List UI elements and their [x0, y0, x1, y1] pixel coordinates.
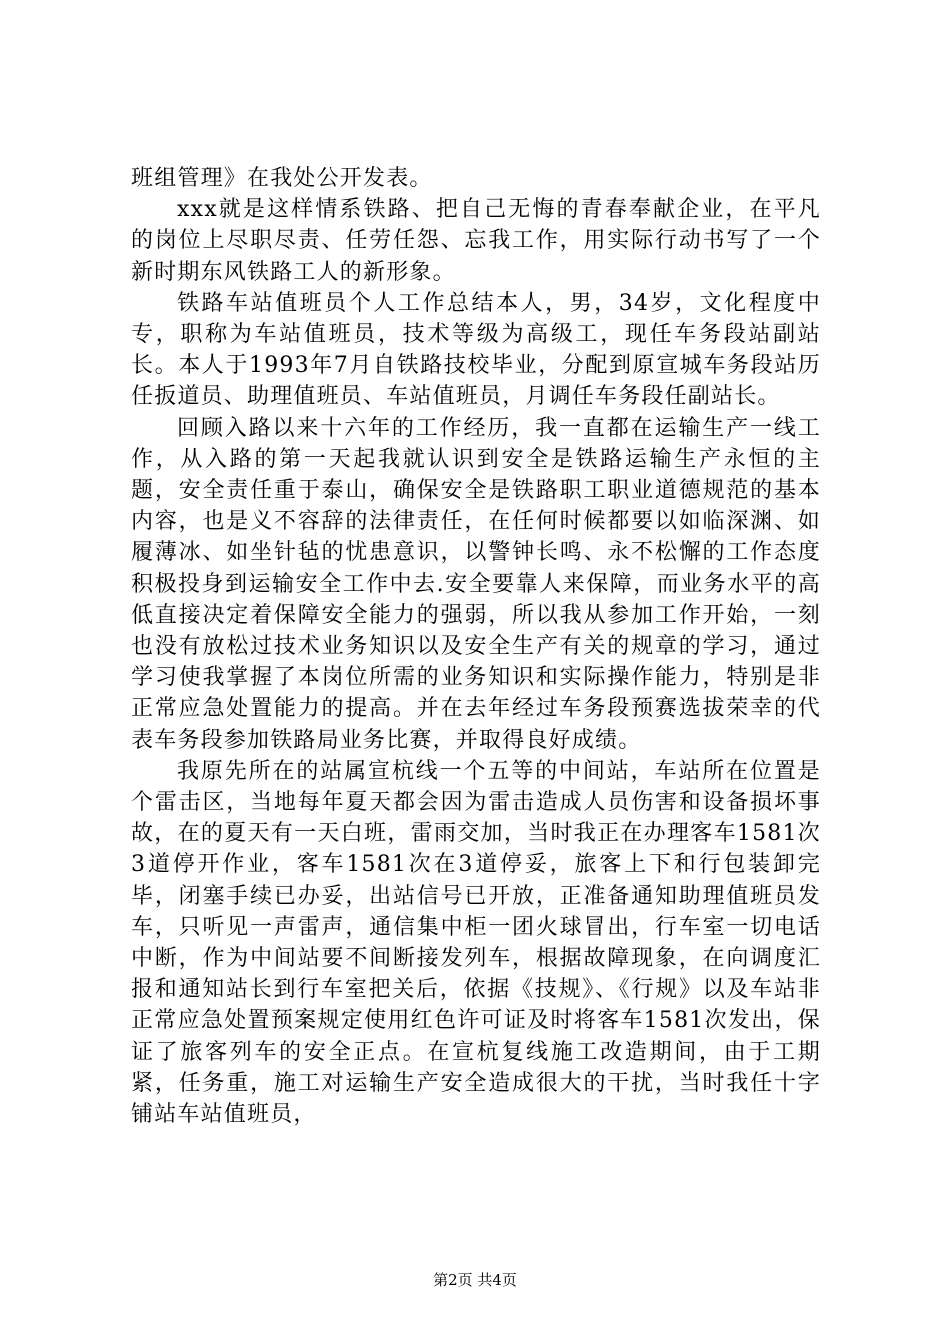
- paragraph: 我原先所在的站属宣杭线一个五等的中间站，车站所在位置是个雷击区，当地每年夏天都会因为雷击造成人员伤害和设备损坏事故，在的夏天有一天白班，雷雨交加，当时我正在办理客车1581次3道停开作业，客车1581次在3道停妥，旅客上下和行包装卸完毕，闭塞手续已办妥，出站信号已开放，正准备通知助理值班员发车，只听见一声雷声，通信集中柜一团火球冒出，行车室一切电话中断，作为中间站要不间断接发列车，根据故障现象，在向调度汇报和通知站长到行车室把关后，依据《技规》、《行规》以及车站非正常应急处置预案规定使用红色许可证及时将客车1581次发出，保证了旅客列车的安全正点。在宣杭复线施工改造期间，由于工期紧，任务重，施工对运输生产安全造成很大的干扰，当时我任十字铺站车站值班员，: [131, 758, 821, 1128]
- paragraph: 铁路车站值班员个人工作总结本人，男，34岁，文化程度中专，职称为车站值班员，技术等级为高级工，现任车务段站副站长。本人于1993年7月自铁路技校毕业，分配到原宣城车务段站历任扳道员、助理值班员、车站值班员，月调任车务段任副站长。: [131, 290, 821, 410]
- paragraph: xxx就是这样情系铁路、把自己无悔的青春奉献企业，在平凡的岗位上尽职尽责、任劳任怨、忘我工作，用实际行动书写了一个新时期东风铁路工人的新形象。: [131, 197, 821, 285]
- paragraph: 回顾入路以来十六年的工作经历，我一直都在运输生产一线工作，从入路的第一天起我就认识到安全是铁路运输生产永恒的主题，安全责任重于泰山，确保安全是铁路职工职业道德规范的基本内容，也是义不容辞的法律责任，在任何时候都要以如临深渊、如履薄冰、如坐针毡的忧患意识，以警钟长鸣、永不松懈的工作态度积极投身到运输安全工作中去.安全要靠人来保障，而业务水平的高低直接决定着保障安全能力的强弱，所以我从参加工作开始，一刻也没有放松过技术业务知识以及安全生产有关的规章的学习，通过学习使我掌握了本岗位所需的业务知识和实际操作能力，特别是非正常应急处置能力的提高。并在去年经过车务段预赛选拔荣幸的代表车务段参加铁路局业务比赛，并取得良好成绩。: [131, 415, 821, 753]
- page-number-footer: 第2页 共4页: [433, 1271, 517, 1289]
- document-body: [131, 163, 821, 1130]
- paragraph-continuation: 班组管理》在我处公开发表。: [131, 166, 433, 191]
